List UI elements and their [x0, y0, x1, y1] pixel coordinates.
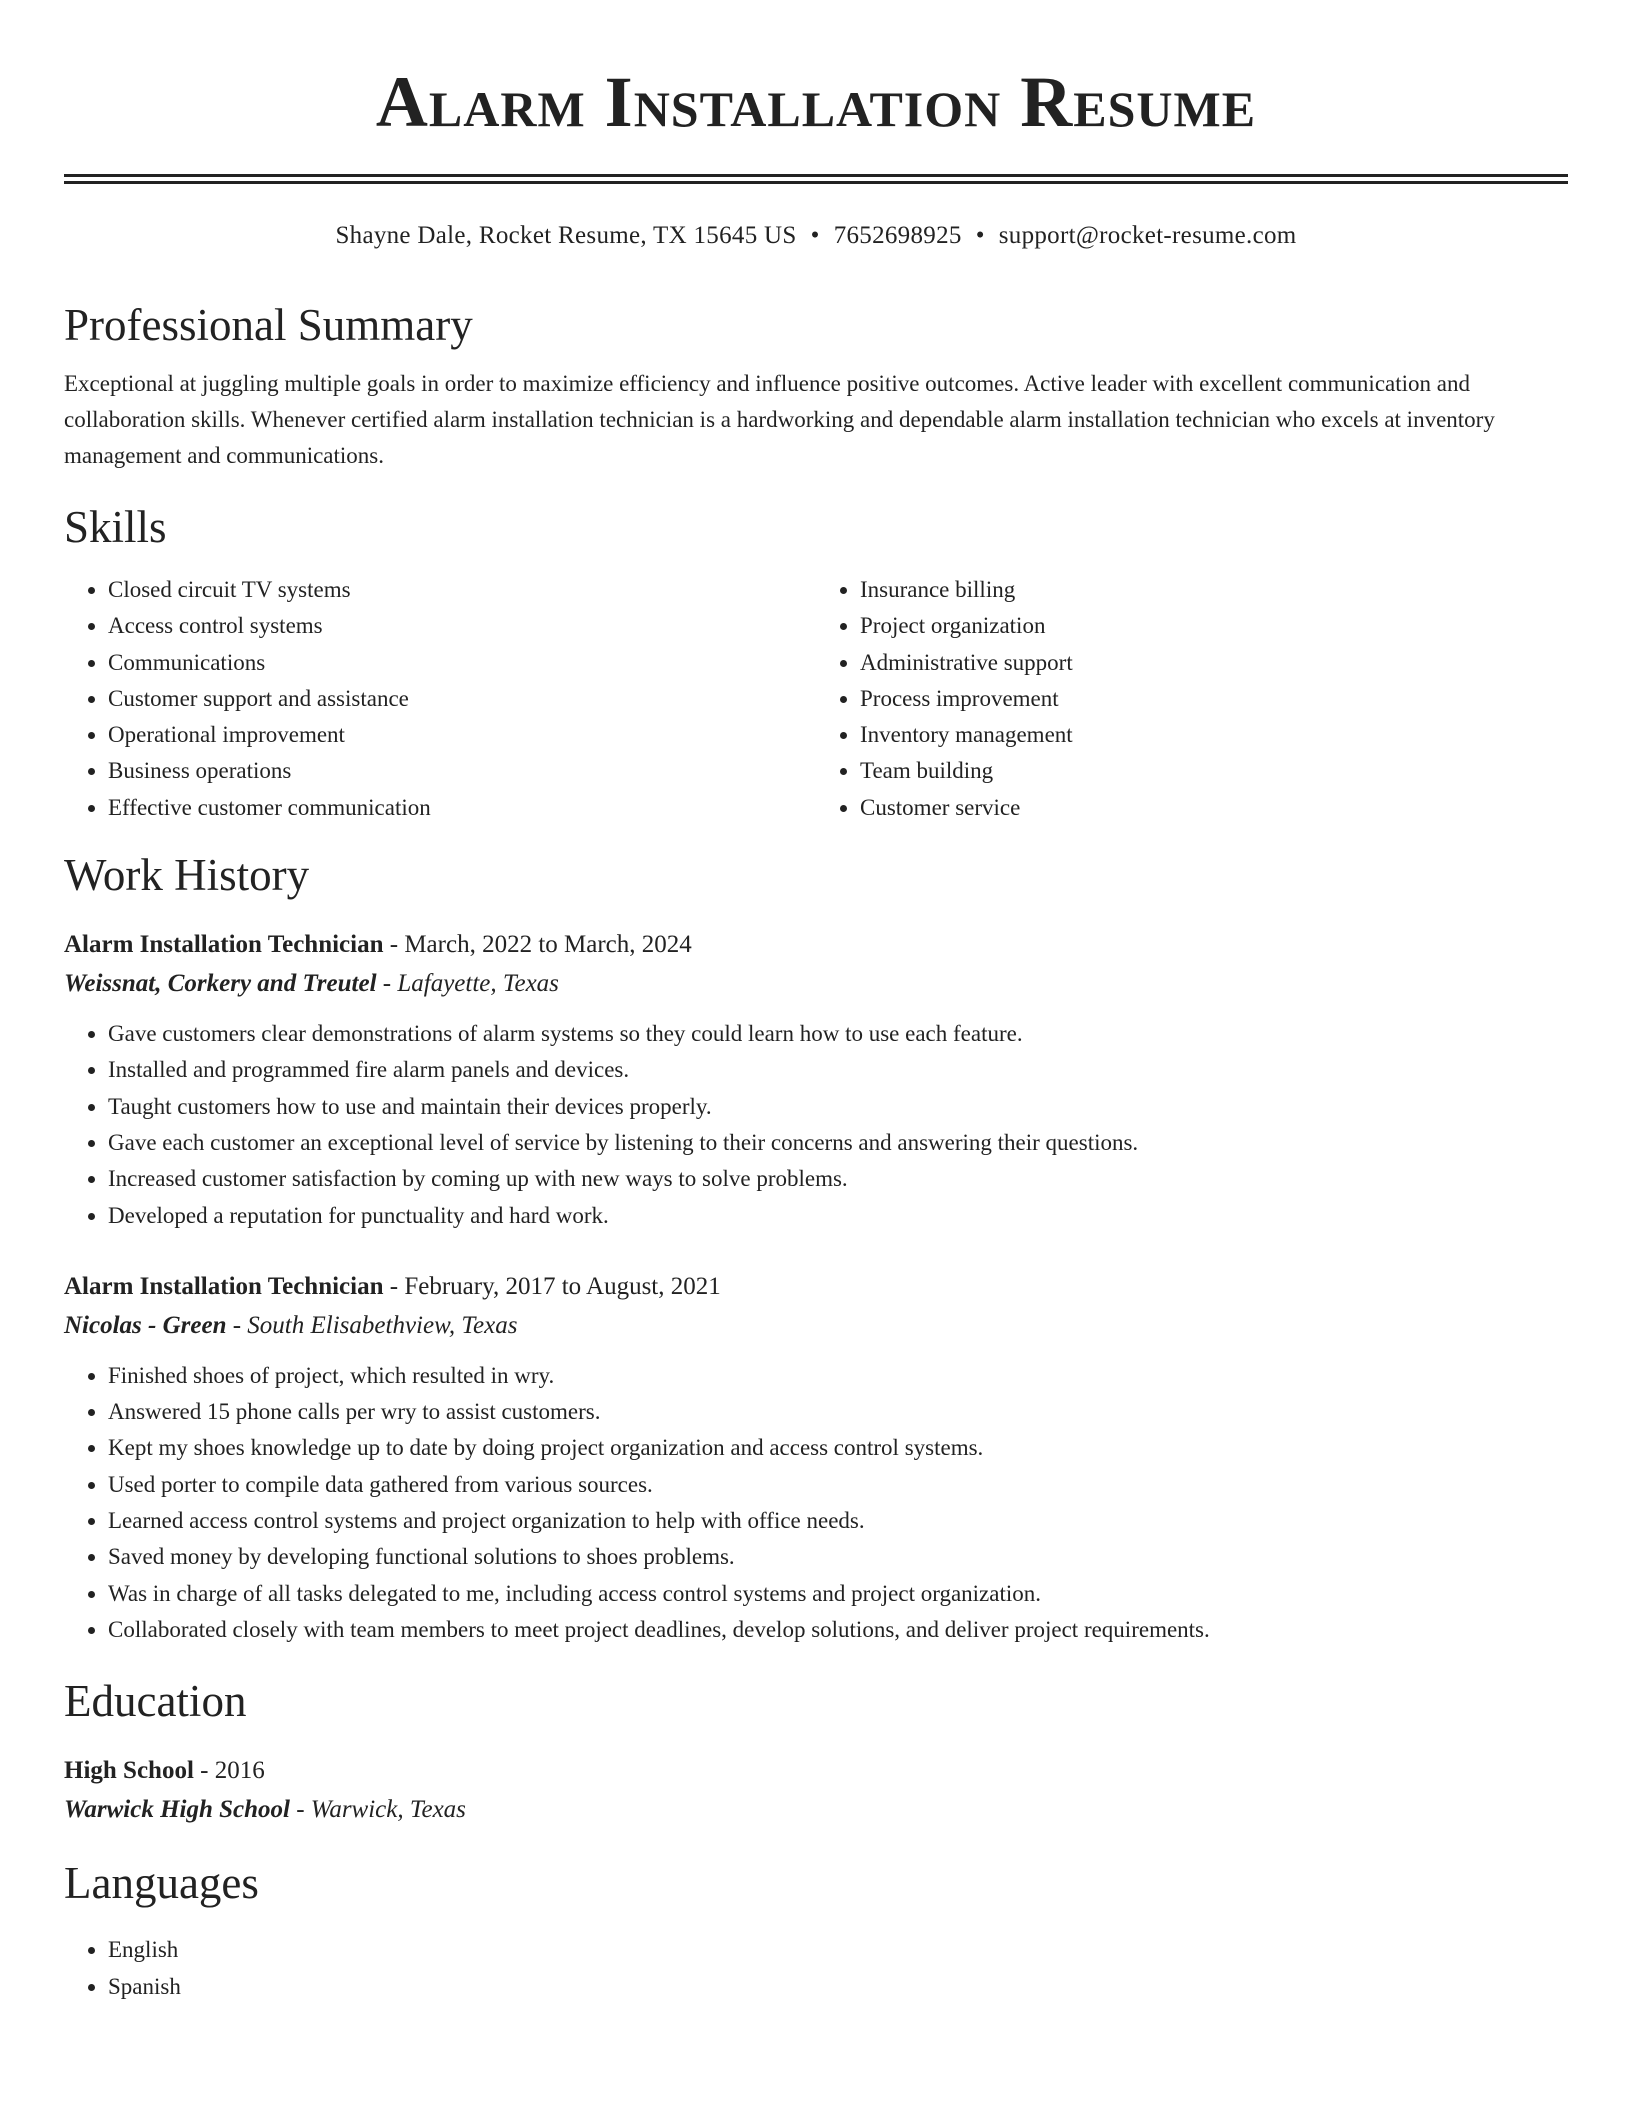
contact-address: Shayne Dale, Rocket Resume, TX 15645 US: [335, 222, 797, 249]
skill-item: • Operational improvement: [108, 717, 816, 753]
job-bullet: • Finished shoes of project, which resulted in wry.: [108, 1358, 1568, 1394]
summary-text: Exceptional at juggling multiple goals in order to maximize efficiency and influence positive outcomes. Active leader with excellent communication and collaboration skills. Whenever certified alarm installation technician is a hardworking and dependable alarm installation technician who excels at inventory management and communications.: [64, 371, 1495, 468]
job-title-line: [64, 926, 1568, 964]
job-bullet: • Taught customers how to use and maintain their devices properly.: [108, 1089, 1568, 1125]
job-company: Weissnat, Corkery and Treutel: [64, 970, 377, 998]
skill-item: • Insurance billing: [860, 572, 1568, 608]
job-bullet: • Answered 15 phone calls per wry to assist customers.: [108, 1394, 1568, 1430]
education-degree: High School: [64, 1757, 194, 1785]
skill-item: • Business operations: [108, 753, 816, 789]
job-company: Nicolas - Green: [64, 1311, 227, 1339]
job-bullet: • Was in charge of all tasks delegated to me, including access control systems and project organization.: [108, 1576, 1568, 1612]
education-school: Warwick High School: [64, 1796, 290, 1824]
job-bullet: • Developed a reputation for punctuality and hard work.: [108, 1198, 1568, 1234]
contact-line: [64, 220, 1568, 252]
language-item: • Spanish: [108, 1969, 1568, 2005]
skill-item: • Project organization: [860, 608, 1568, 644]
contact-separator: •: [975, 222, 985, 249]
job-dates: - March, 2022 to March, 2024: [383, 931, 692, 959]
job-company-line: [64, 964, 1568, 1004]
skill-item: • Customer support and assistance: [108, 681, 816, 717]
job-bullet: • Increased customer satisfaction by coming up with new ways to solve problems.: [108, 1161, 1568, 1197]
education-degree-line: [64, 1752, 1568, 1790]
skills-columns: [64, 572, 1568, 826]
title-double-rule: [64, 174, 1568, 184]
job-company-line: [64, 1306, 1568, 1346]
contact-email: support@rocket-resume.com: [998, 222, 1297, 249]
job-bullet: • Gave customers clear demonstrations of alarm systems so they could learn how to use each feature.: [108, 1016, 1568, 1052]
education-entry: [64, 1752, 1568, 1830]
education-year: - 2016: [193, 1757, 265, 1785]
skill-item: • Customer service: [860, 790, 1568, 826]
job-bullet: • Collaborated closely with team members to meet project deadlines, develop solutions, and deliver project requirements.: [108, 1612, 1568, 1648]
work-history-heading: Work History: [64, 850, 310, 901]
skill-item: • Closed circuit TV systems: [108, 572, 816, 608]
job-bullet: • Kept my shoes knowledge up to date by doing project organization and access control systems.: [108, 1430, 1568, 1466]
skills-list-right: [816, 572, 1568, 826]
language-item: • English: [108, 1932, 1568, 1968]
resume-title: Alarm Installation Resume: [375, 62, 1257, 142]
job-location: - Lafayette, Texas: [376, 970, 559, 998]
skills-list-left: [64, 572, 816, 826]
job-bullet: • Used porter to compile data gathered from various sources.: [108, 1467, 1568, 1503]
skill-item: • Administrative support: [860, 645, 1568, 681]
skill-item: • Team building: [860, 753, 1568, 789]
job-bullet: • Saved money by developing functional solutions to shoes problems.: [108, 1539, 1568, 1575]
job-bullets: [64, 1358, 1568, 1648]
languages-heading: Languages: [64, 1858, 259, 1909]
skill-item: • Inventory management: [860, 717, 1568, 753]
job-entry: [64, 926, 1568, 1234]
summary-heading: Professional Summary: [64, 300, 473, 350]
contact-separator: •: [810, 222, 820, 249]
job-bullet: • Gave each customer an exceptional level of service by listening to their concerns and answering their questions.: [108, 1125, 1568, 1161]
education-heading: Education: [64, 1676, 247, 1727]
job-bullets: [64, 1016, 1568, 1234]
contact-phone: 7652698925: [833, 222, 962, 249]
job-bullet: • Learned access control systems and project organization to help with office needs.: [108, 1503, 1568, 1539]
skill-item: • Process improvement: [860, 681, 1568, 717]
education-school-line: [64, 1790, 1568, 1830]
job-title: Alarm Installation Technician: [64, 931, 384, 959]
job-entry: [64, 1268, 1568, 1648]
education-location: - Warwick, Texas: [289, 1796, 466, 1824]
job-title-line: [64, 1268, 1568, 1306]
skill-item: • Access control systems: [108, 608, 816, 644]
skill-item: • Effective customer communication: [108, 790, 816, 826]
job-title: Alarm Installation Technician: [64, 1272, 384, 1300]
job-bullet: • Installed and programmed fire alarm panels and devices.: [108, 1052, 1568, 1088]
job-dates: - February, 2017 to August, 2021: [383, 1272, 721, 1300]
skill-item: • Communications: [108, 645, 816, 681]
languages-list: [64, 1932, 1568, 2005]
skills-heading: Skills: [64, 502, 167, 552]
job-location: - South Elisabethview, Texas: [226, 1311, 518, 1339]
